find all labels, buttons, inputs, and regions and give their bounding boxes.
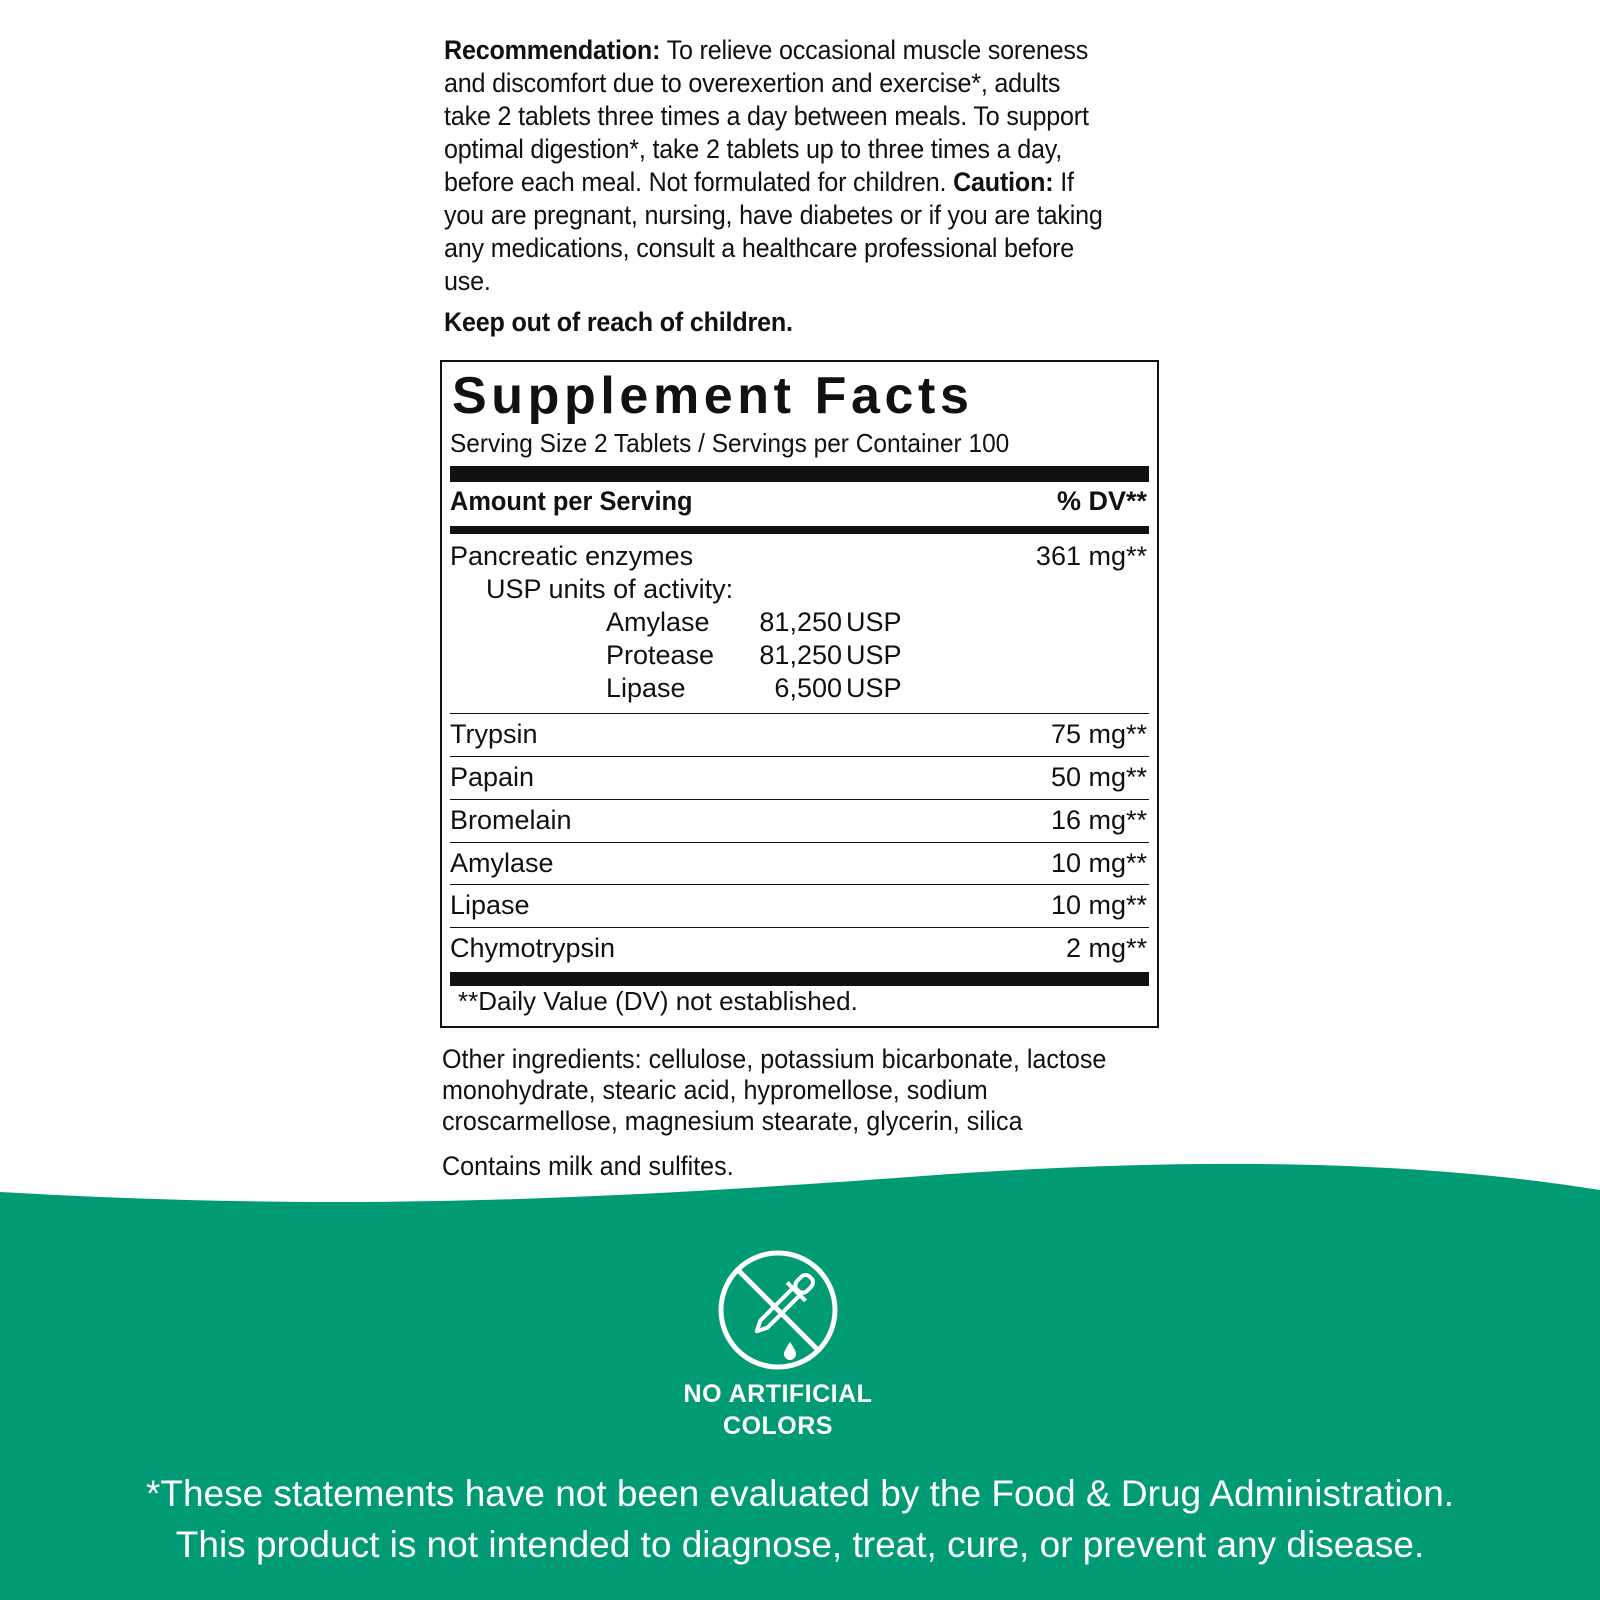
usp-value: 6,500 — [774, 673, 842, 703]
usp-row — [450, 606, 910, 639]
nutrient-name: Trypsin — [450, 719, 538, 749]
usp-name: Protease — [606, 640, 715, 670]
pancreatic-enzymes-block — [450, 540, 1147, 710]
recommendation-body: To relieve occasional muscle soreness and discomfort due to overexertion and exercise*, adults take 2 tablets three times a day between meals. To support optimal digestion*, take 2 tablets up to three times a day, before each meal. Not formulated for children. — [444, 35, 1089, 197]
nutrient-name: Chymotrypsin — [450, 933, 616, 963]
usp-name: Lipase — [606, 673, 686, 703]
other-ingredients: Other ingredients: cellulose, potassium bicarbonate, lactose monohydrate, stearic acid, hypromellose, sodium croscarmellose, magnesium stearate, glycerin, silica — [442, 1044, 1107, 1136]
usp-unit: USP — [846, 607, 902, 637]
disclaimer-line-1: *These statements have not been evaluated by the Food & Drug Administration. — [145, 1473, 1455, 1514]
recommendation-text — [444, 34, 1114, 339]
nutrient-amount: 75 mg** — [1050, 719, 1147, 749]
caution-body: If you are pregnant, nursing, have diabetes or if you are taking any medications, consult a healthcare professional before use. — [444, 167, 1103, 296]
nutrient-name: Lipase — [450, 890, 530, 920]
caution-label: Caution: — [953, 167, 1054, 197]
nutrient-name: Pancreatic enzymes — [450, 541, 694, 571]
no-dropper-icon — [716, 1248, 840, 1372]
usp-row — [450, 639, 910, 672]
disclaimer-line-2: This product is not intended to diagnose, treat, cure, or prevent any disease. — [175, 1524, 1425, 1565]
badge-line-1: NO ARTIFICIAL — [683, 1380, 873, 1408]
usp-units-label: USP units of activity: — [486, 574, 734, 604]
nutrient-amount: 2 mg** — [1065, 933, 1147, 963]
nutrient-name: Amylase — [450, 848, 554, 878]
nutrient-row — [450, 757, 1147, 799]
allergen-statement: Contains milk and sulfites. — [442, 1151, 734, 1181]
thick-divider — [450, 466, 1149, 482]
keep-out-warning: Keep out of reach of children. — [444, 307, 793, 337]
usp-row — [450, 672, 910, 705]
nutrient-amount: 10 mg** — [1050, 890, 1147, 920]
supplement-facts-title: Supplement Facts — [452, 367, 974, 425]
amount-per-serving-label: Amount per Serving — [450, 486, 693, 516]
daily-value-label: % DV** — [1056, 486, 1147, 516]
nutrient-amount: 361 mg** — [1035, 541, 1147, 571]
usp-value: 81,250 — [759, 607, 842, 637]
usp-value: 81,250 — [759, 640, 842, 670]
medium-divider — [450, 526, 1149, 534]
fda-disclaimer — [0, 1468, 1600, 1570]
no-artificial-colors-badge — [600, 1378, 956, 1442]
nutrient-amount: 10 mg** — [1050, 848, 1147, 878]
nutrient-row — [450, 885, 1147, 927]
nutrient-name: Bromelain — [450, 805, 572, 835]
nutrient-row — [450, 843, 1147, 885]
thick-divider — [450, 972, 1149, 986]
nutrient-row — [450, 714, 1147, 756]
supplement-facts-panel — [440, 360, 1159, 1028]
recommendation-label: Recommendation: — [444, 35, 661, 65]
daily-value-footnote: **Daily Value (DV) not established. — [458, 986, 858, 1016]
serving-size: Serving Size 2 Tablets / Servings per Container 100 — [450, 428, 1010, 458]
nutrient-amount: 16 mg** — [1050, 805, 1147, 835]
nutrient-row — [450, 928, 1147, 970]
nutrient-amount: 50 mg** — [1050, 762, 1147, 792]
nutrient-row — [450, 800, 1147, 842]
usp-name: Amylase — [606, 607, 710, 637]
usp-unit: USP — [846, 640, 902, 670]
usp-unit: USP — [846, 673, 902, 703]
badge-line-2: COLORS — [723, 1412, 833, 1440]
nutrient-name: Papain — [450, 762, 535, 792]
